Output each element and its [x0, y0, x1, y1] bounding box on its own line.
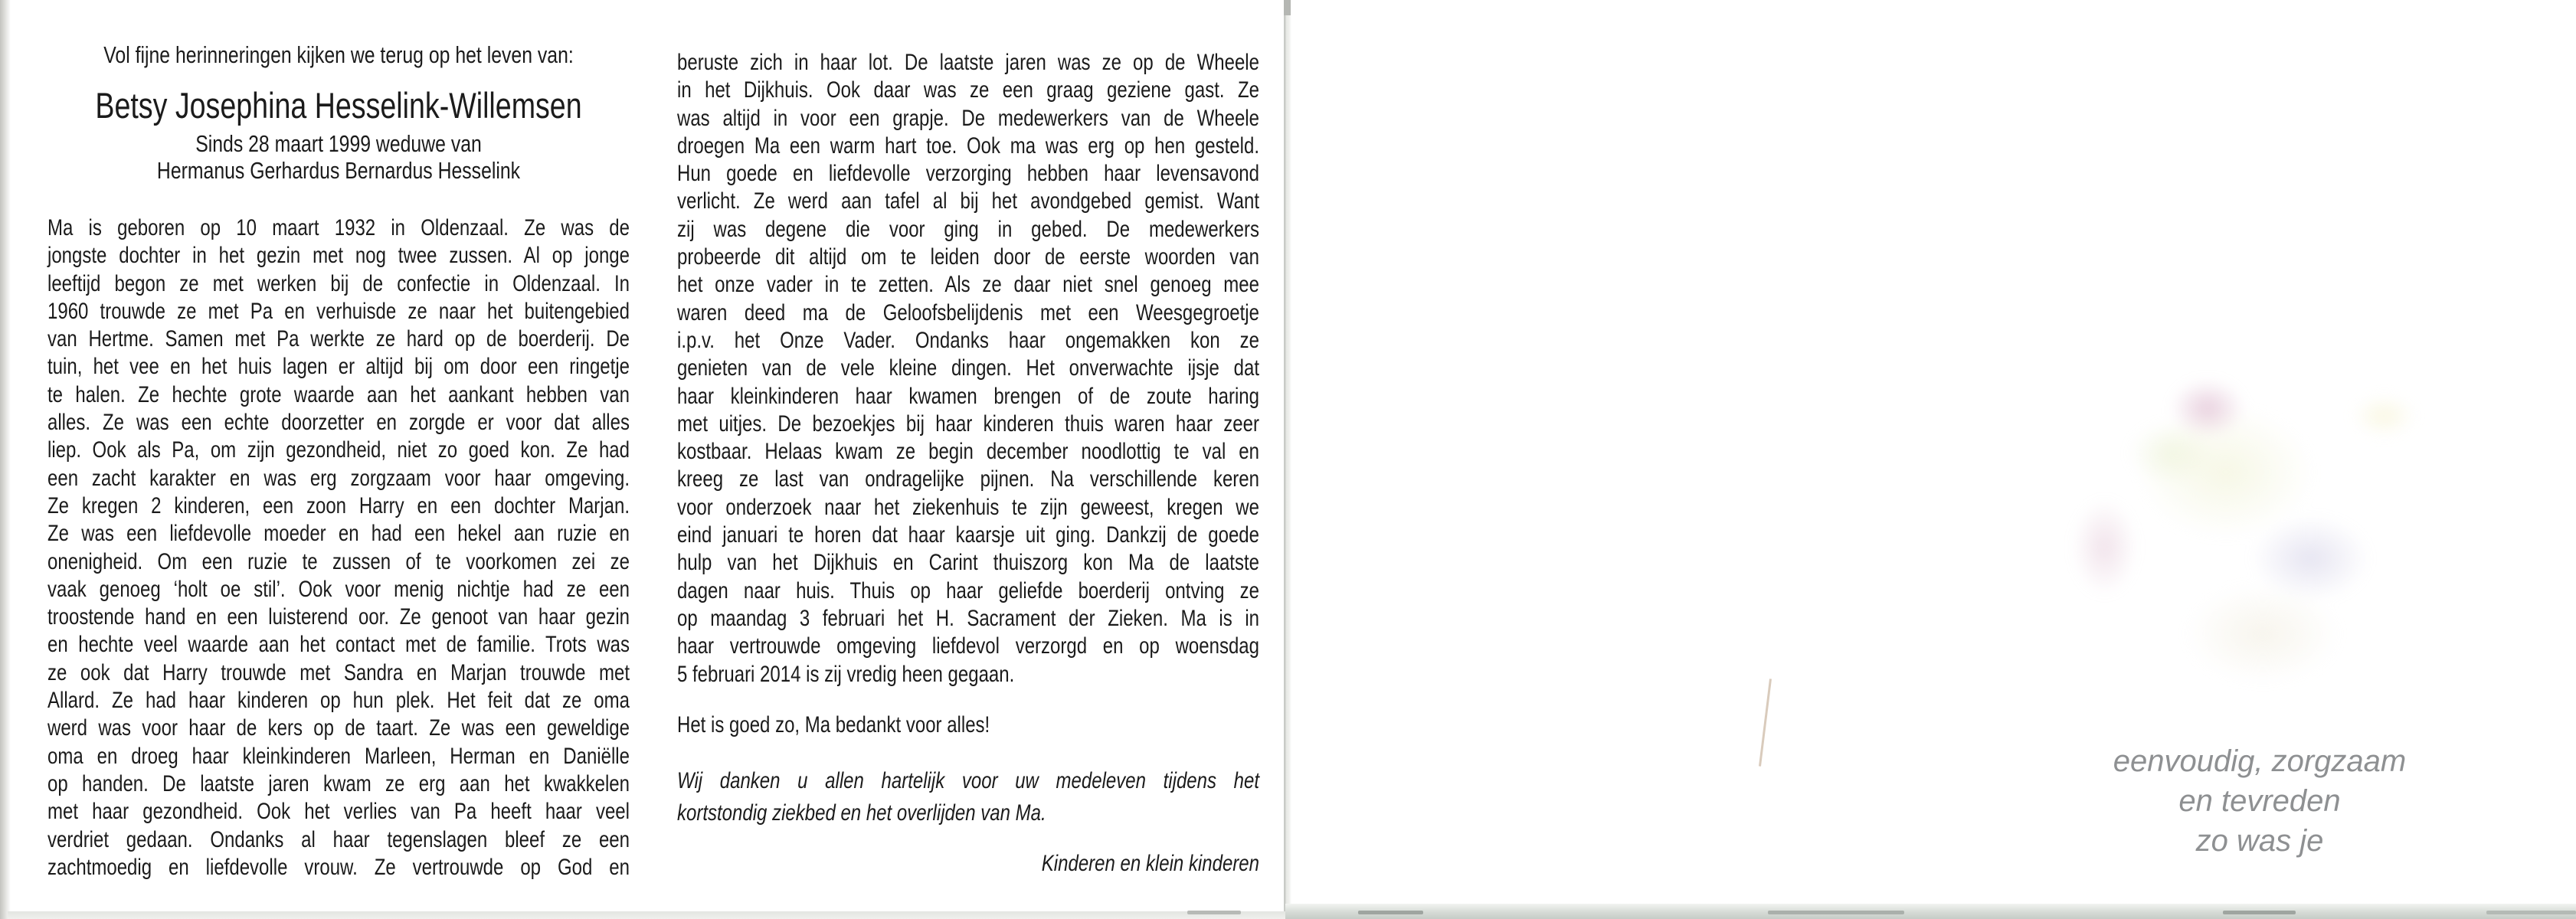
text-line: verdriet gedaan. Ondanks al haar tegenslagen bleef ze een	[47, 826, 630, 852]
scan-bottom-shadow-right	[1285, 904, 2576, 919]
text-line: kostbaar. Helaas kwam ze begin december noodlottig te val en	[677, 439, 1259, 465]
text-line: van Hertme. Samen met Pa werkte ze hard op de boerderij. De	[47, 326, 630, 352]
verse-text	[2007, 741, 2512, 861]
text-line: te halen. Ze hechte grote waarde aan het aankant hebben van	[47, 381, 630, 407]
text-line: dagen naar huis. Thuis op haar geliefde boerderij ontving ze	[677, 577, 1259, 603]
text-line: jongste dochter in het gezin met nog twee zussen. Al op jonge	[47, 243, 630, 269]
scan-shadow-dash	[2486, 911, 2576, 914]
text-line: genieten van de vele kleine dingen. Het onverwachte ijsje dat	[677, 355, 1259, 381]
closing-line: Het is goed zo, Ma bedankt voor alles!	[677, 712, 990, 737]
text-line: haar vertrouwde omgeving liefdevol verzorgd en op woensdag	[677, 633, 1259, 659]
text-line: Ze was een liefdevolle moeder en had een hekel aan ruzie en	[47, 521, 630, 547]
text-line: en hechte veel waarde aan het contact met de familie. Trots was	[47, 632, 630, 658]
text-line: leeftijd begon ze met werken bij de confectie in Oldenzaal. In	[47, 270, 630, 296]
biography-column-1	[47, 214, 630, 881]
text-line: droegen Ma een warm hart toe. Ook ma was erg op hen gesteld.	[677, 132, 1259, 159]
faint-rose-image	[2060, 341, 2428, 716]
text-line: i.p.v. het Onze Vader. Ondanks haar ongemakken kon ze	[677, 327, 1259, 353]
text-line: met uitjes. De bezoekjes bij haar kinderen thuis waren haar zeer	[677, 410, 1259, 437]
scan-shadow-dash	[1187, 911, 1241, 914]
text-line: kreeg ze last van ondragelijke pijnen. Na verschillende keren	[677, 466, 1259, 492]
widow-subtitle: Sinds 28 maart 1999 weduwe van	[195, 130, 482, 157]
deceased-name: Betsy Josephina Hesselink-Willemsen	[95, 85, 582, 126]
card-fold-line	[1284, 0, 1291, 917]
scan-shadow-dash	[1358, 911, 1423, 914]
biography-column-2	[677, 49, 1259, 688]
text-line: haar kleinkinderen haar kwamen brengen of de zoute haring	[677, 383, 1259, 409]
text-line: Allard. Ze had haar kinderen op hun plek. Het feit dat ze oma	[47, 688, 630, 714]
text-line: Ma is geboren op 10 maart 1932 in Oldenzaal. Ze was de	[47, 215, 630, 240]
text-line: Wij danken u allen hartelijk voor uw medeleven tijdens het	[677, 768, 1259, 793]
text-line: zo was je	[2195, 824, 2324, 858]
text-line: 1960 trouwde ze met Pa en verhuisde ze naar het buitengebied	[47, 298, 630, 324]
text-line: kortstondig ziekbed en het overlijden van Ma.	[677, 800, 1046, 826]
husband-name: Hermanus Gerhardus Bernardus Hesselink	[156, 157, 521, 184]
signature-line: Kinderen en klein kinderen	[1041, 851, 1259, 876]
text-line: een zacht karakter en was erg zorgzaam voor haar omgeving.	[47, 465, 630, 491]
text-line: was altijd in voor een grapje. De medewerkers van de Wheele	[677, 105, 1259, 131]
text-line: tuin, het vee en het huis lagen er altijd bij om door een ringetje	[47, 354, 630, 380]
text-line: alles. Ze was een echte doorzetter en zorgde er voor dat alles	[47, 410, 630, 436]
text-line: vaak genoeg ‘holt oe stil’. Ook voor menig nichtje had ze een	[47, 576, 630, 602]
card-fold-line-top	[1284, 0, 1291, 15]
text-line: werd was voor haar de kers op de taart. Ze was een geweldige	[47, 715, 630, 741]
text-line: voor onderzoek naar het ziekenhuis te zijn geweest, kregen we	[677, 494, 1259, 520]
text-line: hulp van het Dijkhuis en Carint thuiszorg kon Ma de laatste	[677, 550, 1259, 576]
text-line: op maandag 3 februari het H. Sacrament der Zieken. Ma is in	[677, 605, 1259, 631]
scan-shadow-dash	[2223, 911, 2296, 914]
text-line: op handen. De laatste jaren kwam ze erg aan het kwakkelen	[47, 770, 630, 796]
text-line: eind januari te horen dat haar kaarsje uit ging. Dankzij de goede	[677, 522, 1259, 548]
intro-line: Vol fijne herinneringen kijken we terug op het leven van:	[103, 41, 574, 68]
text-line: eenvoudig, zorgzaam	[2113, 744, 2407, 778]
text-line: troostende hand en een luisterend oor. Ze genoot van haar gezin	[47, 604, 630, 630]
thanks-paragraph	[677, 765, 1259, 829]
text-line: ze ook dat Harry trouwde met Sandra en Marjan trouwde met	[47, 659, 630, 685]
text-line: liep. Ook als Pa, om zijn gezondheid, niet zo goed kon. Ze had	[47, 437, 630, 463]
text-line: Ze kregen 2 kinderen, een zoon Harry en een dochter Marjan.	[47, 492, 630, 518]
text-line: 5 februari 2014 is zij vredig heen gegaan.	[677, 661, 1015, 687]
text-line: zachtmoedig en liefdevolle vrouw. Ze vertrouwde op God en	[47, 854, 630, 880]
text-line: in het Dijkhuis. Ook daar was ze een graag geziene gast. Ze	[677, 77, 1259, 103]
text-line: Hun goede en liefdevolle verzorging hebben haar levensavond	[677, 161, 1259, 187]
text-line: oma en droeg haar kleinkinderen Marleen, Herman en Daniëlle	[47, 743, 630, 769]
text-line: met haar gezondheid. Ook het verlies van Pa heeft haar veel	[47, 799, 630, 825]
text-line: waren deed ma de Geloofsbelijdenis met een Weesgegroetje	[677, 299, 1259, 325]
text-line: probeerde dit altijd om te leiden door de eerste woorden van	[677, 244, 1259, 270]
scan-scratch-mark	[1759, 679, 1772, 767]
text-line: verlicht. Ze werd aan tafel al bij het avondgebed gemist. Want	[677, 188, 1259, 214]
scan-shadow-dash	[1768, 911, 1904, 914]
text-line: zij was degene die voor ging in gebed. De medewerkers	[677, 216, 1259, 242]
text-line: onenigheid. Om een ruzie te zussen of te voorkomen zei ze	[47, 548, 630, 574]
text-line: beruste zich in haar lot. De laatste jaren was ze op de Wheele	[677, 50, 1259, 75]
text-line: en tevreden	[2178, 784, 2341, 818]
scan-bottom-shadow-left	[8, 911, 1285, 919]
scan-left-edge	[0, 0, 11, 919]
text-line: het onze vader in te zetten. Als ze daar niet snel genoeg mee	[677, 272, 1259, 298]
